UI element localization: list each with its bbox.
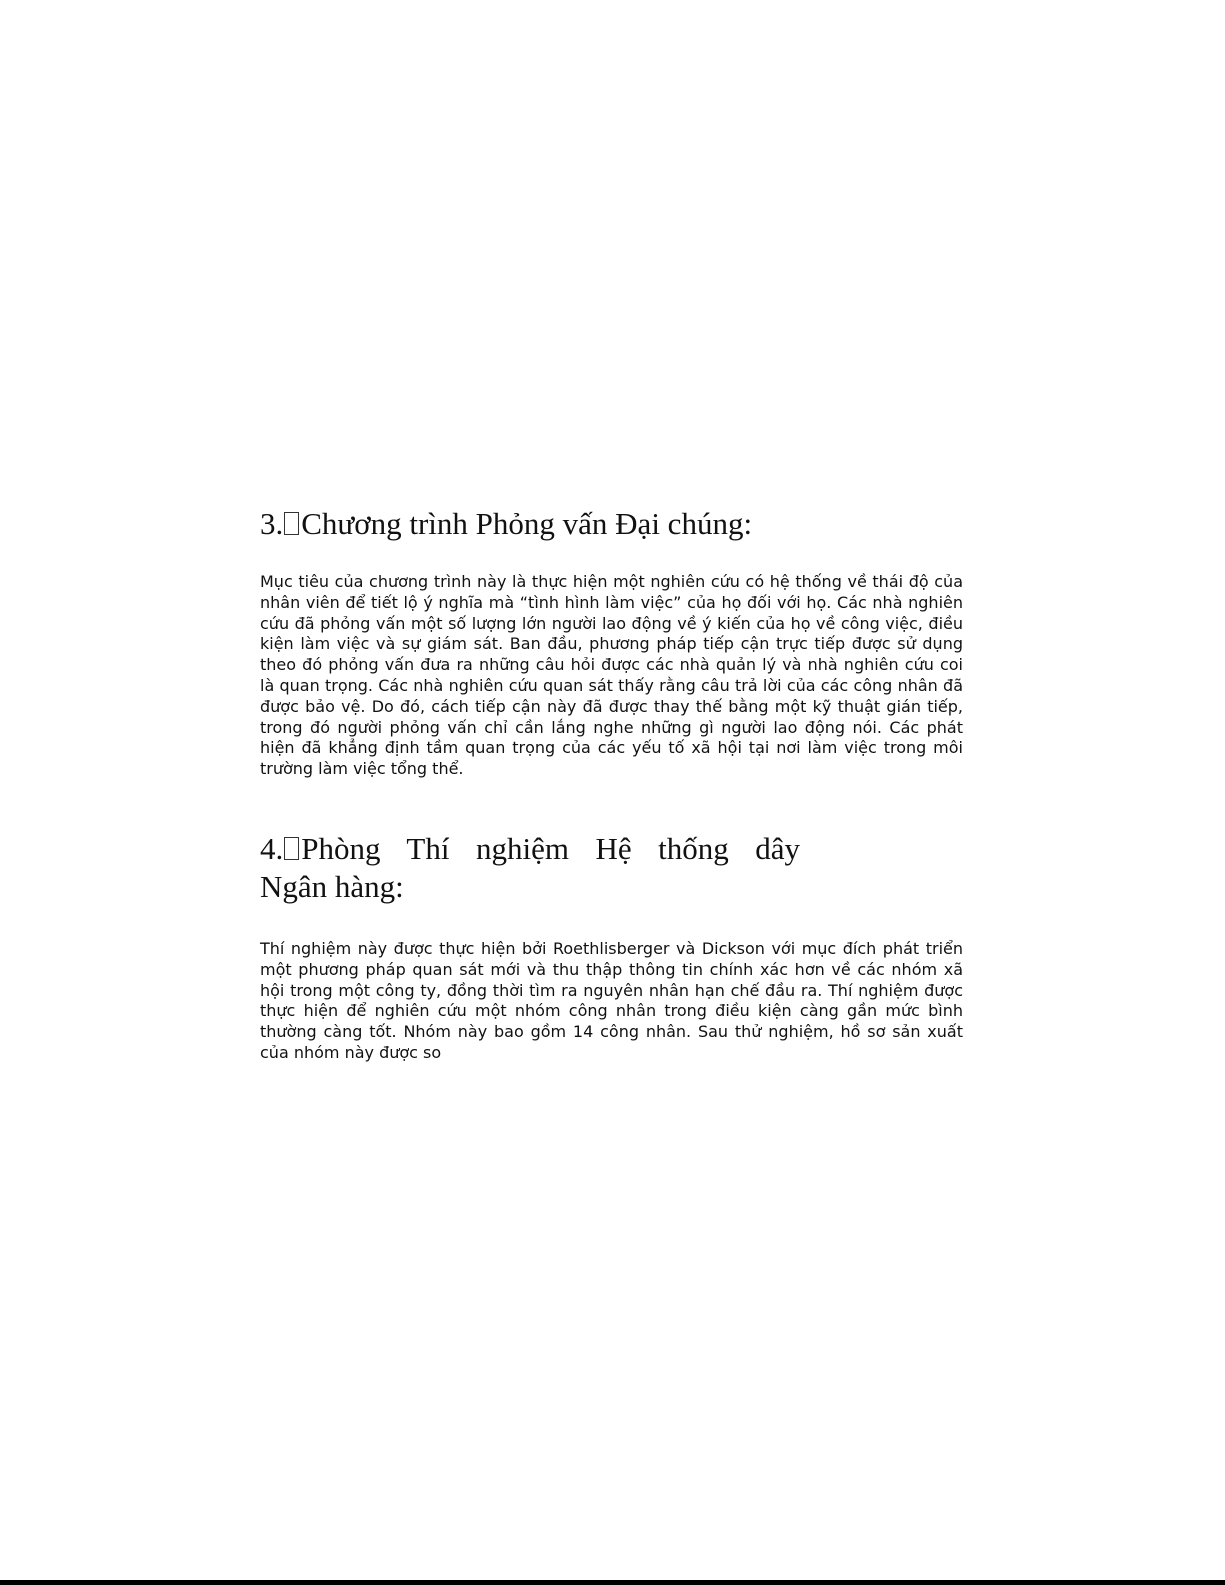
section-bank-wiring-observation-room — [260, 830, 963, 1064]
section-heading — [260, 505, 963, 543]
section-mass-interview-program — [260, 505, 963, 780]
missing-glyph-box-icon — [284, 837, 299, 860]
section-title-part-1: Phòng Thí nghiệm Hệ thống dây — [301, 831, 800, 866]
section-title-line-2: Ngân hàng: — [260, 869, 404, 904]
missing-glyph-box-icon — [284, 512, 299, 535]
section-paragraph: Mục tiêu của chương trình này là thực hiện một nghiên cứu có hệ thống về thái độ của nhân viên để tiết lộ ý nghĩa mà “tình hình làm việc” của họ đối với họ. Các nhà nghiên cứu đã phỏng vấn một số lượng lớn người lao động về ý kiến của họ về công việc, điều kiện làm việc và sự giám sát. Ban đầu, phương pháp tiếp cận trực tiếp được sử dụng theo đó phỏng vấn đưa ra những câu hỏi được các nhà quản lý và nhà nghiên cứu coi là quan trọng. Các nhà nghiên cứu quan sát thấy rằng câu trả lời của các công nhân đã được bảo vệ. Do đó, cách tiếp cận này đã được thay thế bằng một kỹ thuật gián tiếp, trong đó người phỏng vấn chỉ cần lắng nghe những gì người lao động nói. Các phát hiện đã khẳng định tầm quan trọng của các yếu tố xã hội tại nơi làm việc trong môi trường làm việc tổng thể. — [260, 572, 963, 779]
section-title: Chương trình Phỏng vấn Đại chúng: — [301, 506, 753, 541]
section-title-line-1 — [260, 830, 800, 868]
section-number: 4. — [260, 831, 284, 866]
page-bottom-border — [0, 1580, 1225, 1585]
section-number: 3. — [260, 506, 284, 541]
section-heading — [260, 830, 963, 906]
section-paragraph: Thí nghiệm này được thực hiện bởi Roethlisberger và Dickson với mục đích phát triển một phương pháp quan sát mới và thu thập thông tin chính xác hơn về các nhóm xã hội trong một công ty, đồng thời tìm ra nguyên nhân hạn chế đầu ra. Thí nghiệm được thực hiện để nghiên cứu một nhóm công nhân trong điều kiện càng gần mức bình thường càng tốt. Nhóm này bao gồm 14 công nhân. Sau thử nghiệm, hồ sơ sản xuất của nhóm này được so — [260, 939, 963, 1062]
